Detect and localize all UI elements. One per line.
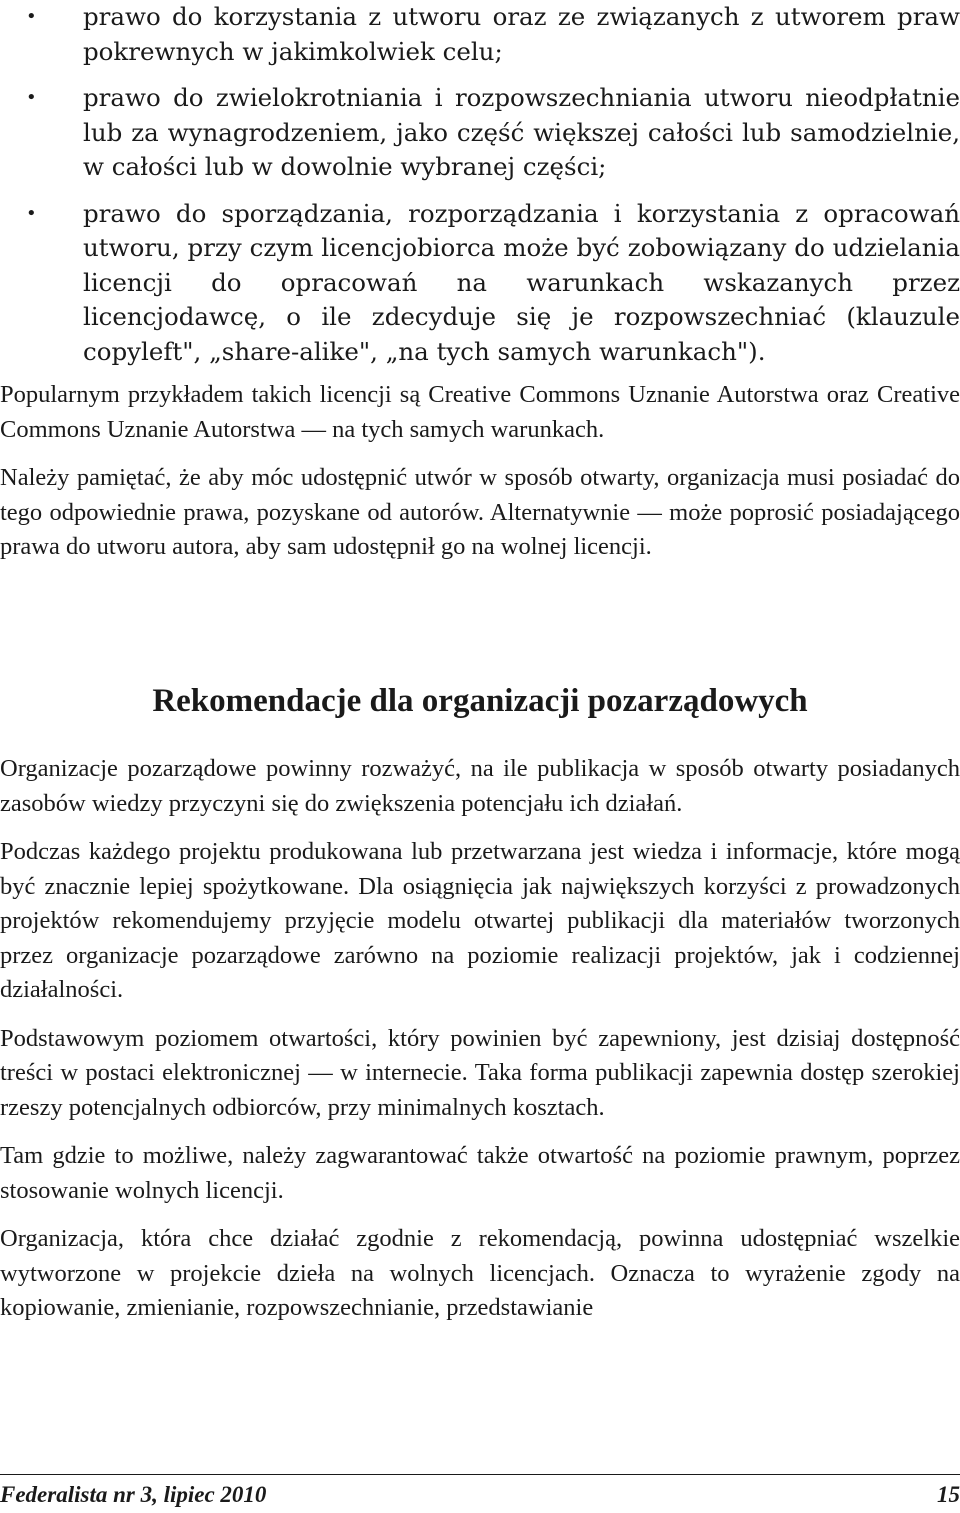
bullet-item bbox=[0, 197, 960, 370]
paragraph: Podczas każdego projektu produkowana lub przetwarzana jest wiedza i informacje, które mogą być znacznie lepiej spożytkowane. Dla osiągnięcia jak największych korzyści z prowadzonych projektów rekomendujemy przyjęcie modelu otwartej publikacji dla materiałów tworzonych przez organizacje pozarządowe zarówno na poziomie realizacji projektów, jak i codziennej działalności. bbox=[0, 838, 960, 1003]
paragraph: Należy pamiętać, że aby móc udostępnić utwór w sposób otwarty, organizacja musi posiadać do tego odpowiednie prawa, pozyskane od autorów. Alternatywnie — może poprosić posiadającego prawa do utworu autora, aby sam udostępnił go na wolnej licencji. bbox=[0, 464, 960, 560]
paragraph: Organizacje pozarządowe powinny rozważyć, na ile publikacja w sposób otwarty posiadanych zasobów wiedzy przyczyni się do zwiększenia potencjału ich działań. bbox=[0, 755, 960, 817]
bullet-item bbox=[0, 81, 960, 185]
bullet-item bbox=[0, 0, 960, 69]
bullet-text: prawo do sporządzania, rozporządzania i korzystania z opracowań utworu, przy czym licencjobiorca może być zobowiązany do udzielania licencji do opracowań na warunkach wskazanych przez licencjodawcę, o ile zdecyduje się je rozpowszechniać (klauzule copyleft", „share-alike", „na tych samych warunkach"). bbox=[83, 198, 960, 366]
rights-bullet-list bbox=[0, 0, 960, 381]
bullet-text: prawo do korzystania z utworu oraz ze związanych z utworem praw pokrewnych w jakimkolwiek celu; bbox=[83, 2, 960, 66]
page-number: 15 bbox=[937, 1482, 960, 1507]
intro-paragraphs bbox=[0, 378, 960, 565]
bullet-text: prawo do zwielokrotniania i rozpowszechniania utworu nieodpłatnie lub za wynagrodzeniem, jako część większej całości lub samodzielnie, w całości lub w dowolnie wybranej części; bbox=[83, 83, 960, 181]
paragraph: Tam gdzie to możliwe, należy zagwarantować także otwartość na poziomie prawnym, poprzez stosowanie wolnych licencji. bbox=[0, 1142, 960, 1204]
publication-title: Federalista nr 3, lipiec 2010 bbox=[0, 1482, 267, 1507]
recommendation-paragraphs bbox=[0, 752, 960, 1326]
bullet-dot-icon: • bbox=[26, 87, 37, 108]
page-footer bbox=[0, 1482, 960, 1510]
paragraph: Organizacja, która chce działać zgodnie z rekomendacją, powinna udostępniać wszelkie wytworzone w projekcie dzieła na wolnych licencjach. Oznacza to wyrażenie zgody na kopiowanie, zmienianie, rozpowszechnianie, przedstawianie bbox=[0, 1225, 960, 1321]
section-heading: Rekomendacje dla organizacji pozarządowych bbox=[152, 683, 808, 719]
footer-divider bbox=[0, 1474, 960, 1475]
bullet-dot-icon: • bbox=[26, 202, 37, 224]
paragraph: Popularnym przykładem takich licencji są Creative Commons Uznanie Autorstwa oraz Creative Commons Uznanie Autorstwa — na tych samych warunkach. bbox=[0, 381, 960, 443]
paragraph: Podstawowym poziomem otwartości, który powinien być zapewniony, jest dzisiaj dostępność treści w postaci elektronicznej — w internecie. Taka forma publikacji zapewnia dostęp szerokiej rzeszy potencjalnych odbiorców, przy minimalnych kosztach. bbox=[0, 1024, 960, 1121]
bullet-dot-icon: • bbox=[26, 6, 37, 27]
